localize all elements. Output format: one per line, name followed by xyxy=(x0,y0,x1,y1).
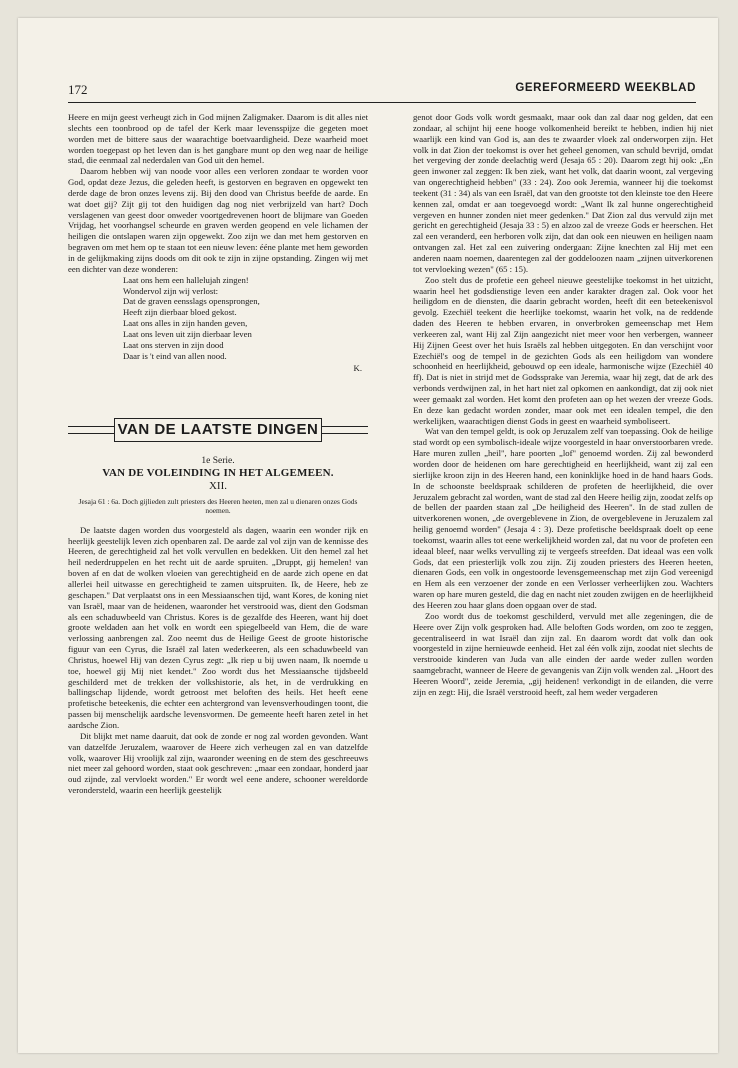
poem-line: Daar is 't eind van allen nood. xyxy=(123,350,227,361)
running-title: GEREFORMEERD WEEKBLAD xyxy=(515,82,696,94)
body-paragraph: Dit blijkt met name daaruit, dat ook de zonde er nog zal worden gevonden. Want van datzelfde Jeruzalem, waarover de Heere zich verheugen zal en van datzelfde volk, waarover Hij vroolijk zal zijn, waaronder weening en de stem des geschreeuws niet meer zal gehoord worden, staat ook geschreven: „maar een zondaar, honderd jaar oud zijnde, zal vervloekt worden." Er wordt wel eene andere, schooner wereldorde verondersteld, waarin een heerlijk geestelijk xyxy=(68,730,368,796)
poem-line: Wondervol zijn wij verlost: xyxy=(123,285,219,296)
article-number: XII. xyxy=(208,479,228,492)
body-paragraph: Zoo stelt dus de profetie een geheel nieuwe geestelijke toekomst in het uitzicht, waarin heel het godsdienstige leven een ander karakter dragen zal. Ook voor het heiligdom en de diensten, die daarin gebracht worden, heeft dit een beteekenisvol gevolg. Ezechiël teekent die heerlijke toekomst, waarin het volk, na de reddende daden des Heeren te hebben ervaren, in onverbroken gemeenschap met Hem verkeeren zal, want Hij zal Zijn aangezicht niet meer voor hen verbergen, wanneer Hij Zijnen Geest over het huis Israëls zal hebben uitgegoten. En dan verschijnt voor Ezechiël's oog de tempel in de gezichten Gods als een heiligdom van wondere schoonheid en heerlijkheid, gebouwd op een ideale, harmonische wijze (Ezechiël 40 ff). Dat is niet in strijd met de Godssprake van Jeremia, waar hij zegt, dat de ark des verbonds verdwijnen zal, in het hart niet zal opkomen en aankondigt, dat zij ook niet weer gemaakt zal worden. Het komt den profeten aan op het wezen der vreeze Gods. En deze kan gedacht worden zonder, maar ook met een idealen tempel, die den werkelijken, waarachtigen dienst Gods in geest en waarheid symboliseert. xyxy=(413,274,713,426)
body-paragraph: Zoo wordt dus de toekomst geschilderd, vervuld met alle zegeningen, die de Heere over Zijn volk gesproken had. Alle beloften Gods worden, om zoo te zeggen, gecentraliseerd in wat Israël dan zijn zal. En daarom wordt dat volk dan ook voorgesteld in zijne hernieuwde eenheid. Het zal één volk zijn, zoodat niet slechts de verstrooide kinderen van Juda van alle einden der aarde weder zullen worden saamgebracht, wanneer de Heere de gevangenis van Zijn volk wenden zal. „Hoort des Heeren Woord", zeide Jeremia, „gij heidenen! verkondigt in de eilanden, die verre zijn en zegt: Hij, die Israël verstrooid heeft, zal hem weder vergaderen xyxy=(413,610,713,697)
section-banner xyxy=(68,418,368,442)
author-signature: K. xyxy=(353,363,362,374)
banner-rule-right xyxy=(322,426,368,434)
poem-line: Laat ons sterven in zijn dood xyxy=(123,339,224,350)
poem-line: Heeft zijn dierbaar bloed gekost. xyxy=(123,307,237,318)
series-label: 1e Serie. xyxy=(201,456,235,467)
section-title: VAN DE LAATSTE DINGEN xyxy=(114,418,322,442)
poem-line: Laat ons leven uit zijn dierbaar leven xyxy=(123,328,252,339)
page-header xyxy=(68,80,696,103)
poem-line: Laat ons alles in zijn handen geven, xyxy=(123,318,248,329)
magazine-page xyxy=(18,18,718,1053)
body-paragraph: De laatste dagen worden dus voorgesteld als dagen, waarin een wonder rijk en heerlijk geestelijk leven zich openbaren zal. De aarde zal vol zijn van de kennisse des Heeren, de gerechtigheid zal het volk vervullen en bedekken. Uit den hemel zal het heil nederdruppelen en het recht uit de aarde spruiten. „Druppt, gij hemelen! van boven af en dat de wolken vloeien van gerechtigheid en de aarde zich opene en dat allerlei heil uitwasse en gerechtigheid te zamen uitspruiten. Ik, de Heere, heb ze geschapen." Dat verplaatst ons in een Messiaanschen tijd, want Kores, de koning niet van Israël, maar van de heidenen, waaronder het verstrooid was, dient den Godsman als een schaduwbeeld van Christus. Kores is de gezalfde des Heeren, want hij doet groote weldaden aan het volk en wordt een spiegelbeeld van Hem, die de ware verlossing aanbrengen zal. Zoo neemt dus de Heilige Geest de groote historische figuur van een Cyrus, die Israël zal laten wederkeeren, als een schaduwbeeld van Christus, hoewel Hij van dezen Cyrus zegt: „Ik riep u bij uwen naam, Ik noemde u toe, hoewel gij Mij niet kendet." Zoo wordt dus het Messiaansche tijdsbeeld geschilderd met de trekken der volkshistorie, als het, in de verdrukking en ballingschap lijdende, wordt getroost met beloften des heils. Het heeft eene profetische beteekenis, die echter een achtergrond van levensverhoudingen toont, die passen bij menschelijk aardsche levensvormen. De gemeente heeft haren zetel in het aardsche Zion. xyxy=(68,524,368,730)
intro-paragraph: Daarom hebben wij van noode voor alles een verloren zondaar te worden voor God, opdat deze Jezus, die geleden heeft, is gestorven en begraven en opgewekt ten derde dage de bron onzes levens zij. Bij den dood van Christus beefde de aarde. En wat doet gij? Zijt gij tot den huidigen dag nog niet verbrijzeld van hart? Doch verslagenen van geest door onweder voortgedrevenen hoort de blijmare van Goeden Vrijdag, het voorhangsel scheurde en graven werden geopend en vele lichamen der heiligen die ontslapen waren zijn opgewekt. Zoo zijn we dan met hem gestorven en begraven om met hem op te staan tot een nieuw leven: ééne plante met hem geworden in de gelijkmaking zijns doods om dit ook te zijn in zijne opstanding. Zingen wij met een dichter van deze wonderen: xyxy=(68,166,368,274)
page-number: 172 xyxy=(68,82,88,97)
poem xyxy=(123,275,368,362)
right-column xyxy=(413,112,713,698)
banner-rule-left xyxy=(68,426,114,434)
body-paragraph: genot door Gods volk wordt gesmaakt, maar ook dan zal daar nog gelden, dat een zondaar, al schijnt hij eene hooge volkomenheid bereikt te hebben, indien hij niet waarlijk een kind van God is, aan des te zwaarder vloek zal onderworpen zijn. Het volk in dat Zion der toekomst is over het geheel genomen, van schuld bevrijd, omdat het vergeving der zonde deelachtig werd (Jesaja 65 : 20). Daarom zegt hij ook: „En geen inwoner zal zeggen: Ik ben ziek, want het volk, dat daarin woont, zal vergeving van ongerechtigheid hebben" (33 : 24). Zoo ook Jeremia, wanneer hij die toekomst teekent (31 : 34) als van een Israël, dat van den grootste tot den kleinste toe den Heere kennen zal, omdat er aan toegevoegd wordt: „Want Ik zal hunne ongerechtigheid vergeven en hunner zonden niet meer gedenken." Dat Zion zal dus vervuld zijn met gericht en gerechtigheid (Jesaja 33 : 5) en alzoo zal de vreeze Gods er heerschen. Het zal een veranderd, een herboren volk zijn, dat dan ook een nieuwen en heiligen naam ontvangen zal. Het zal een zuivering ondergaan: Zijne knechten zal Hij met een anderen naam noemen, daarentegen zal der goddeloozen naam „zijnen uitverkorenen tot vervloeking wezen" (65 : 15). xyxy=(413,112,713,274)
intro-paragraph: Heere en mijn geest verheugt zich in God mijnen Zaligmaker. Daarom is dit alles niet slechts een toonbrood op de tafel der Kerk maar levensspijze die gegeten moet worden met de bittere saus der waarachtige boetvaardigheid. Deze waarheid moet worden toegepast op het leven dan is het gangbare munt op den weg naar de heilige stad, die eenmaal zal nederdalen van God uit den hemel. xyxy=(68,112,368,166)
body-paragraph: Wat van den tempel geldt, is ook op Jeruzalem zelf van toepassing. Ook de heilige stad wordt op een symbolisch-ideale wijze voorgesteld in haar onverstoorbaren vrede. Hare muren zullen „heil", hare poorten „lof" genoemd worden. Zij zal bewonderd worden door de heidenen om hare gerechtigheid en heerlijkheid, want zij zal een sierlijke kroon zijn in des Heeren hand, een koninklijke hoed in de hand haars Gods. In de schoonste beeldspraak schilderen de profeten de heerlijkheid, die over Jeruzalem gebracht zal worden, want de stad zal den Heere heilig zijn, zoodat zelfs op de bellen der paarden staan zal „De heiligheid des Heeren". In de stad zullen de uitverkorenen wonen, „de overgeblevene in Zion, de overgeblevene in Jeruzalem zal heilig genoemd worden" (Jesaja 4 : 3). Deze profetische beeldspraak doelt op eene toekomst, waarin alles tot eene werkelijkheid worden zal, dat nu voor de profeten een ideaal bleef, naar welks vervulling zij te vergeefs streefden. Dat ideaal was een volk Gods, dat een priesterlijk volk zou zijn. Zij zouden priesters des Heeren heeten, dienaren Gods, een volk in ongestoorde levensgemeenschap met zijn God vereenigd en Hem als een verzoener der zonde en een Verlosser verheerlijken zou. Wachters waren op hare muren gesteld, die dag en nacht niet zouden zwijgen en de heerlijkheid des Heeren zou haar glans doen opgaan over de stad. xyxy=(413,426,713,610)
article-title: VAN DE VOLEINDING IN HET ALGEMEEN. xyxy=(102,467,334,480)
epigraph: Jesaja 61 : 6a. Doch gijlieden zult priesters des Heeren heeten, men zal u dienaren onzes Gods noemen. xyxy=(78,496,358,515)
left-column xyxy=(68,112,368,796)
poem-line: Dat de graven eensslags opensprongen, xyxy=(123,296,260,307)
poem-line: Laat ons hem een hallelujah zingen! xyxy=(123,274,249,285)
